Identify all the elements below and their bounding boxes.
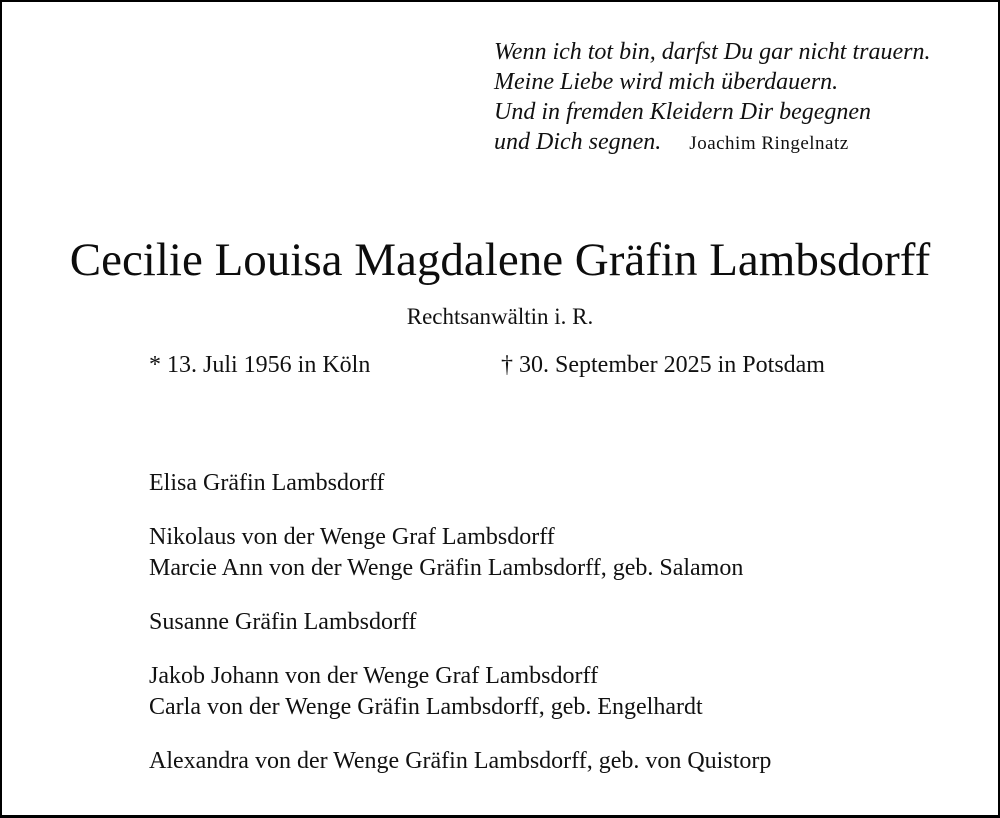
verse-line-3: Und in fremden Kleidern Dir begegnen	[494, 99, 872, 125]
deceased-profession: Rechtsanwältin i. R.	[406, 304, 594, 329]
mourner-group	[149, 746, 771, 777]
mourner-group	[149, 522, 771, 584]
mourner-name: Elisa Gräfin Lambsdorff	[149, 470, 385, 496]
verse-line-4	[494, 127, 930, 159]
mourner-name: Carla von der Wenge Gräfin Lambsdorff, geb. Engelhardt	[149, 694, 703, 720]
mourner-name: Marcie Ann von der Wenge Gräfin Lambsdorff, geb. Salamon	[149, 555, 744, 581]
mourner-name: Nikolaus von der Wenge Graf Lambsdorff	[149, 524, 555, 550]
mourner-group	[149, 661, 771, 723]
birth-date: * 13. Juli 1956 in Köln	[149, 352, 371, 378]
verse-line-4-text: und Dich segnen.	[494, 129, 662, 155]
mourner-name: Jakob Johann von der Wenge Graf Lambsdorff	[149, 663, 599, 689]
verse-line-1: Wenn ich tot bin, darfst Du gar nicht trauern.	[494, 39, 931, 65]
death-date: † 30. September 2025 in Potsdam	[501, 352, 825, 378]
mourner-name: Alexandra von der Wenge Gräfin Lambsdorff, geb. von Quistorp	[149, 748, 772, 774]
mourners-list	[149, 468, 771, 777]
verse-author: Joachim Ringelnatz	[689, 133, 849, 154]
mourner-group	[149, 607, 771, 638]
mourner-name: Susanne Gräfin Lambsdorff	[149, 609, 417, 635]
memorial-verse	[494, 37, 930, 159]
mourner-group	[149, 468, 771, 499]
verse-line-2: Meine Liebe wird mich überdauern.	[494, 69, 839, 95]
deceased-name: Cecilie Louisa Magdalene Gräfin Lambsdorff	[69, 234, 931, 286]
